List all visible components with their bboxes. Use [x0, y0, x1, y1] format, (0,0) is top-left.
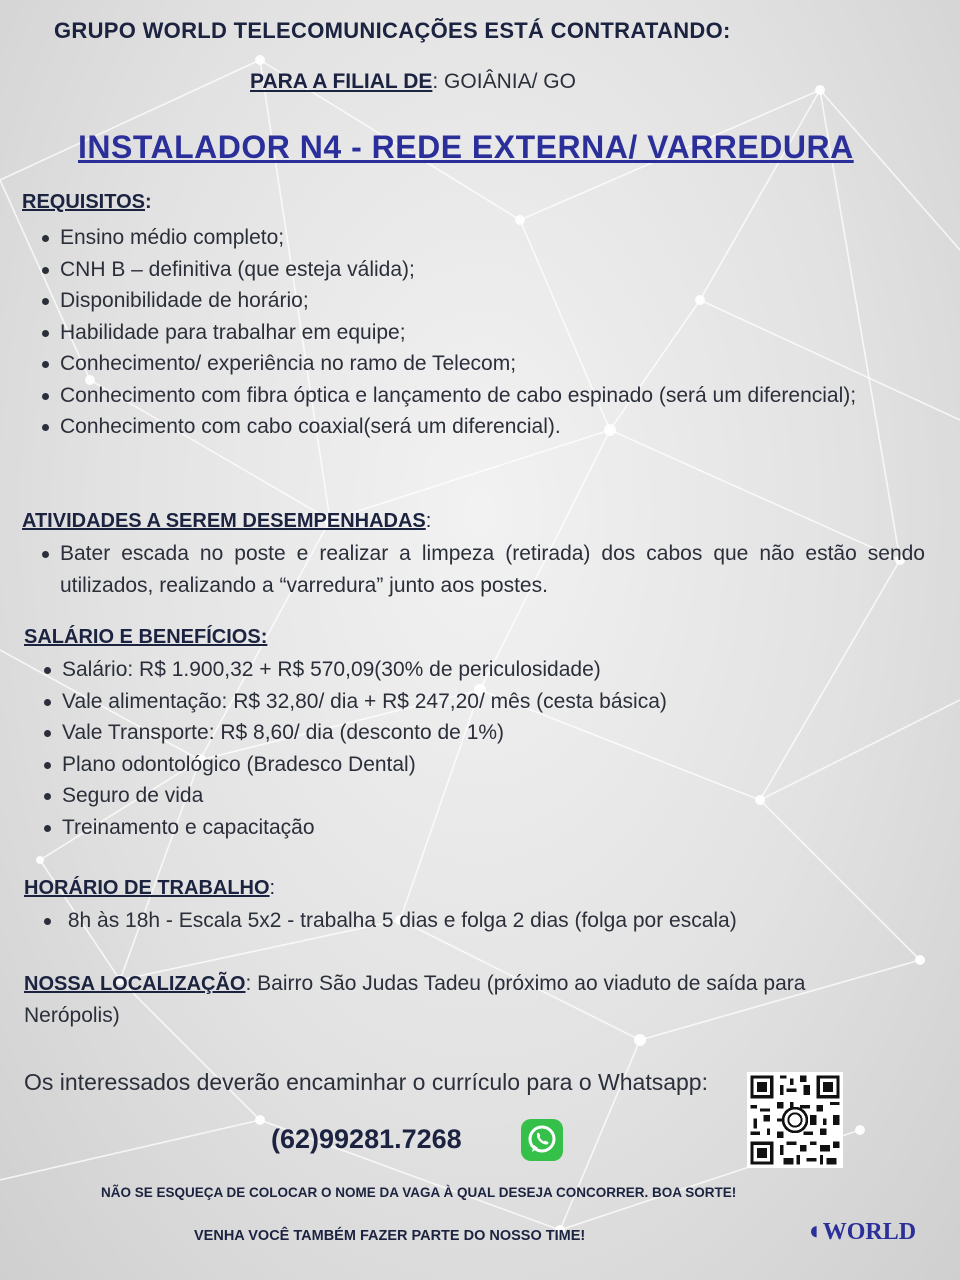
requirements-heading: REQUISITOS: [22, 191, 152, 213]
list-item: Vale alimentação: R$ 32,80/ dia + R$ 247,20/ mês (cesta básica) [42, 686, 912, 718]
activities-list [40, 538, 925, 601]
activities-heading-text: ATIVIDADES A SEREM DESEMPENHADAS [22, 510, 426, 532]
list-item: Conhecimento com cabo coaxial(será um diferencial). [40, 411, 925, 443]
list-item: Seguro de vida [42, 780, 912, 812]
company-hiring-title: GRUPO WORLD TELECOMUNICAÇÕES ESTÁ CONTRATANDO: [54, 18, 731, 43]
salary-heading [24, 626, 267, 649]
branch-value: : GOIÂNIA/ GO [432, 70, 576, 93]
list-item: Habilidade para trabalhar em equipe; [40, 317, 925, 349]
list-item: Ensino médio completo; [40, 222, 925, 254]
salary-heading-text: SALÁRIO E BENEFÍCIOS: [24, 626, 268, 648]
world-logo [806, 1216, 916, 1246]
contact-intro: Os interessados deverão encaminhar o currículo para o Whatsapp: [24, 1069, 708, 1095]
job-title: INSTALADOR N4 - REDE EXTERNA/ VARREDURA [78, 129, 854, 165]
requirements-list [40, 222, 925, 443]
schedule-list [42, 905, 922, 937]
branch-label: PARA A FILIAL DE [250, 70, 433, 93]
requirements-heading-text: REQUISITOS [22, 191, 145, 213]
location-text: : Bairro São Judas Tadeu (próximo ao viaduto de saída para Nerópolis) [24, 972, 806, 1027]
whatsapp-phone[interactable]: (62)99281.7268 [271, 1124, 462, 1154]
schedule-heading-text: HORÁRIO DE TRABALHO [24, 877, 270, 899]
activities-heading: ATIVIDADES A SEREM DESEMPENHADAS: [22, 510, 432, 532]
schedule-heading: HORÁRIO DE TRABALHO: [24, 877, 276, 899]
list-item: Disponibilidade de horário; [40, 285, 925, 317]
list-item: Salário: R$ 1.900,32 + R$ 570,09(30% de periculosidade) [42, 654, 912, 686]
location-block [24, 968, 904, 1031]
list-item: Conhecimento com fibra óptica e lançamento de cabo espinado (será um diferencial); [40, 380, 925, 412]
list-item: Plano odontológico (Bradesco Dental) [42, 749, 912, 781]
list-item: CNH B – definitiva (que esteja válida); [40, 254, 925, 286]
branch-line [250, 70, 576, 94]
reminder-text: NÃO SE ESQUEÇA DE COLOCAR O NOME DA VAGA À QUAL DESEJA CONCORRER. BOA SORTE! [101, 1185, 737, 1200]
list-item: Treinamento e capacitação [42, 812, 912, 844]
world-logo-text: WORLD [822, 1219, 917, 1245]
list-item: Vale Transporte: R$ 8,60/ dia (desconto de 1%) [42, 717, 912, 749]
cta-text: VENHA VOCÊ TAMBÉM FAZER PARTE DO NOSSO TIME! [194, 1228, 586, 1244]
list-item: Bater escada no poste e realizar a limpeza (retirada) dos cabos que não estão sendo utilizados, realizando a “varredura” junto aos postes. [40, 538, 925, 601]
list-item: 8h às 18h - Escala 5x2 - trabalha 5 dias e folga 2 dias (folga por escala) [42, 905, 922, 937]
salary-list [42, 654, 912, 843]
world-logo-mark-icon: ◖ [806, 1216, 822, 1245]
qr-code-icon[interactable] [747, 1072, 843, 1168]
whatsapp-icon[interactable] [521, 1119, 563, 1161]
list-item: Conhecimento/ experiência no ramo de Telecom; [40, 348, 925, 380]
location-heading: NOSSA LOCALIZAÇÃO [24, 973, 246, 995]
